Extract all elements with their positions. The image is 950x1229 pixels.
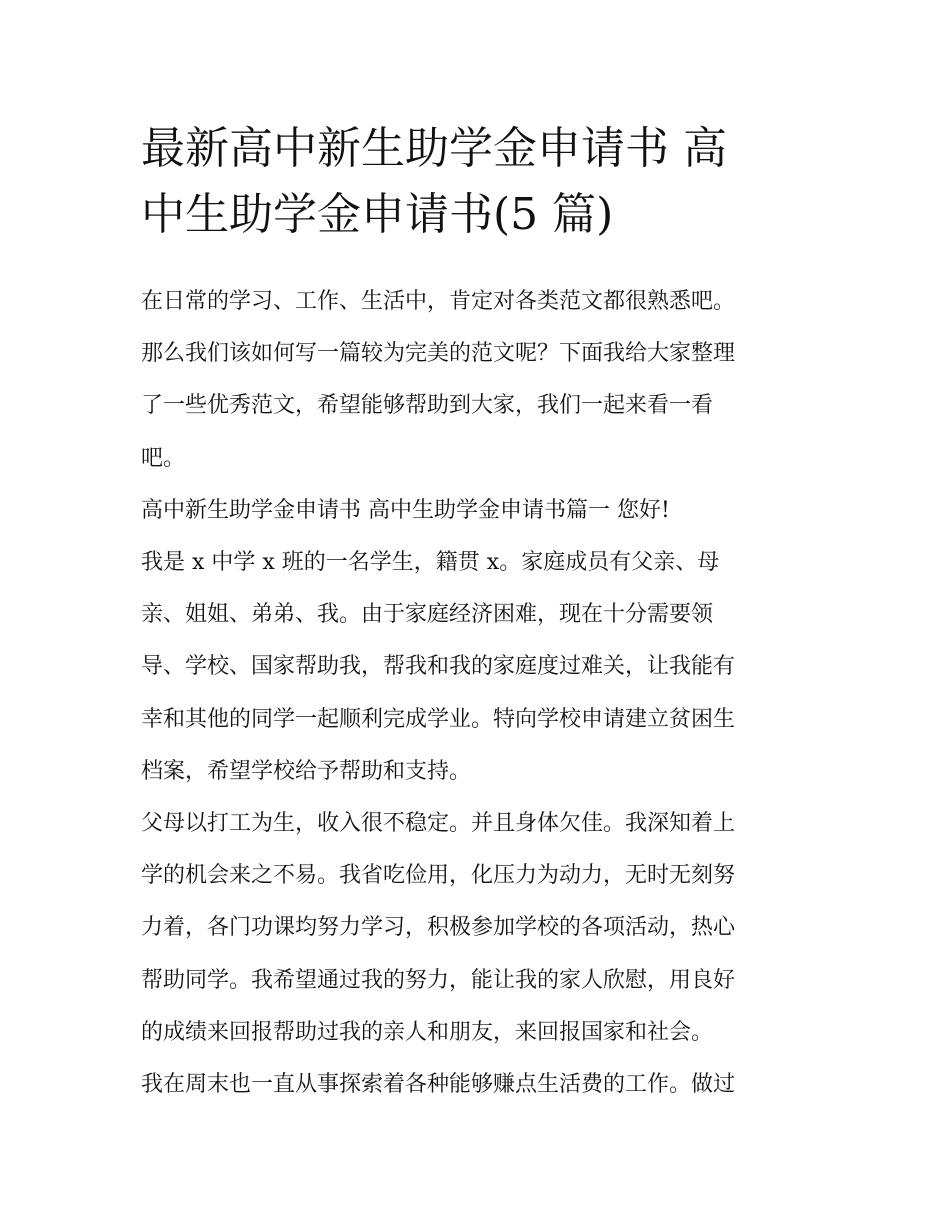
document-title xyxy=(141,116,821,248)
body-line: 我在周末也一直从事探索着各种能够赚点生活费的工作。做过 xyxy=(141,1072,736,1098)
document-body xyxy=(141,276,831,1111)
body-line: 亲、姐姐、弟弟、我。由于家庭经济困难，现在十分需要领 xyxy=(141,602,714,628)
body-line: 导、学校、国家帮助我，帮我和我的家庭度过难关，让我能有 xyxy=(141,654,736,680)
body-line: 那么我们该如何写一篇较为完美的范文呢？下面我给大家整理 xyxy=(141,341,736,367)
title-line-2: 中生助学金申请书(5 篇) xyxy=(141,189,614,240)
body-line: 父母以打工为生，收入很不稳定。并且身体欠佳。我深知着上 xyxy=(141,811,736,837)
body-line: 我是 x 中学 x 班的一名学生，籍贯 x。家庭成员有父亲、母 xyxy=(141,550,720,576)
body-line: 了一些优秀范文，希望能够帮助到大家，我们一起来看一看 xyxy=(141,393,714,419)
body-line: 力着，各门功课均努力学习，积极参加学校的各项活动，热心 xyxy=(141,915,736,941)
title-line-1: 最新高中新生助学金申请书 高 xyxy=(141,123,727,174)
body-line: 学的机会来之不易。我省吃俭用，化压力为动力，无时无刻努 xyxy=(141,863,736,889)
body-line: 高中新生助学金申请书 高中生助学金申请书篇一 您好! xyxy=(141,497,670,523)
body-line: 帮助同学。我希望通过我的努力，能让我的家人欣慰，用良好 xyxy=(141,967,736,993)
body-line: 幸和其他的同学一起顺利完成学业。特向学校申请建立贫困生 xyxy=(141,706,736,732)
body-line: 的成绩来回报帮助过我的亲人和朋友，来回报国家和社会。 xyxy=(141,1019,714,1045)
body-line: 在日常的学习、工作、生活中，肯定对各类范文都很熟悉吧。 xyxy=(141,289,736,314)
body-line: 档案，希望学校给予帮助和支持。 xyxy=(141,758,472,784)
body-line: 吧。 xyxy=(141,445,186,471)
